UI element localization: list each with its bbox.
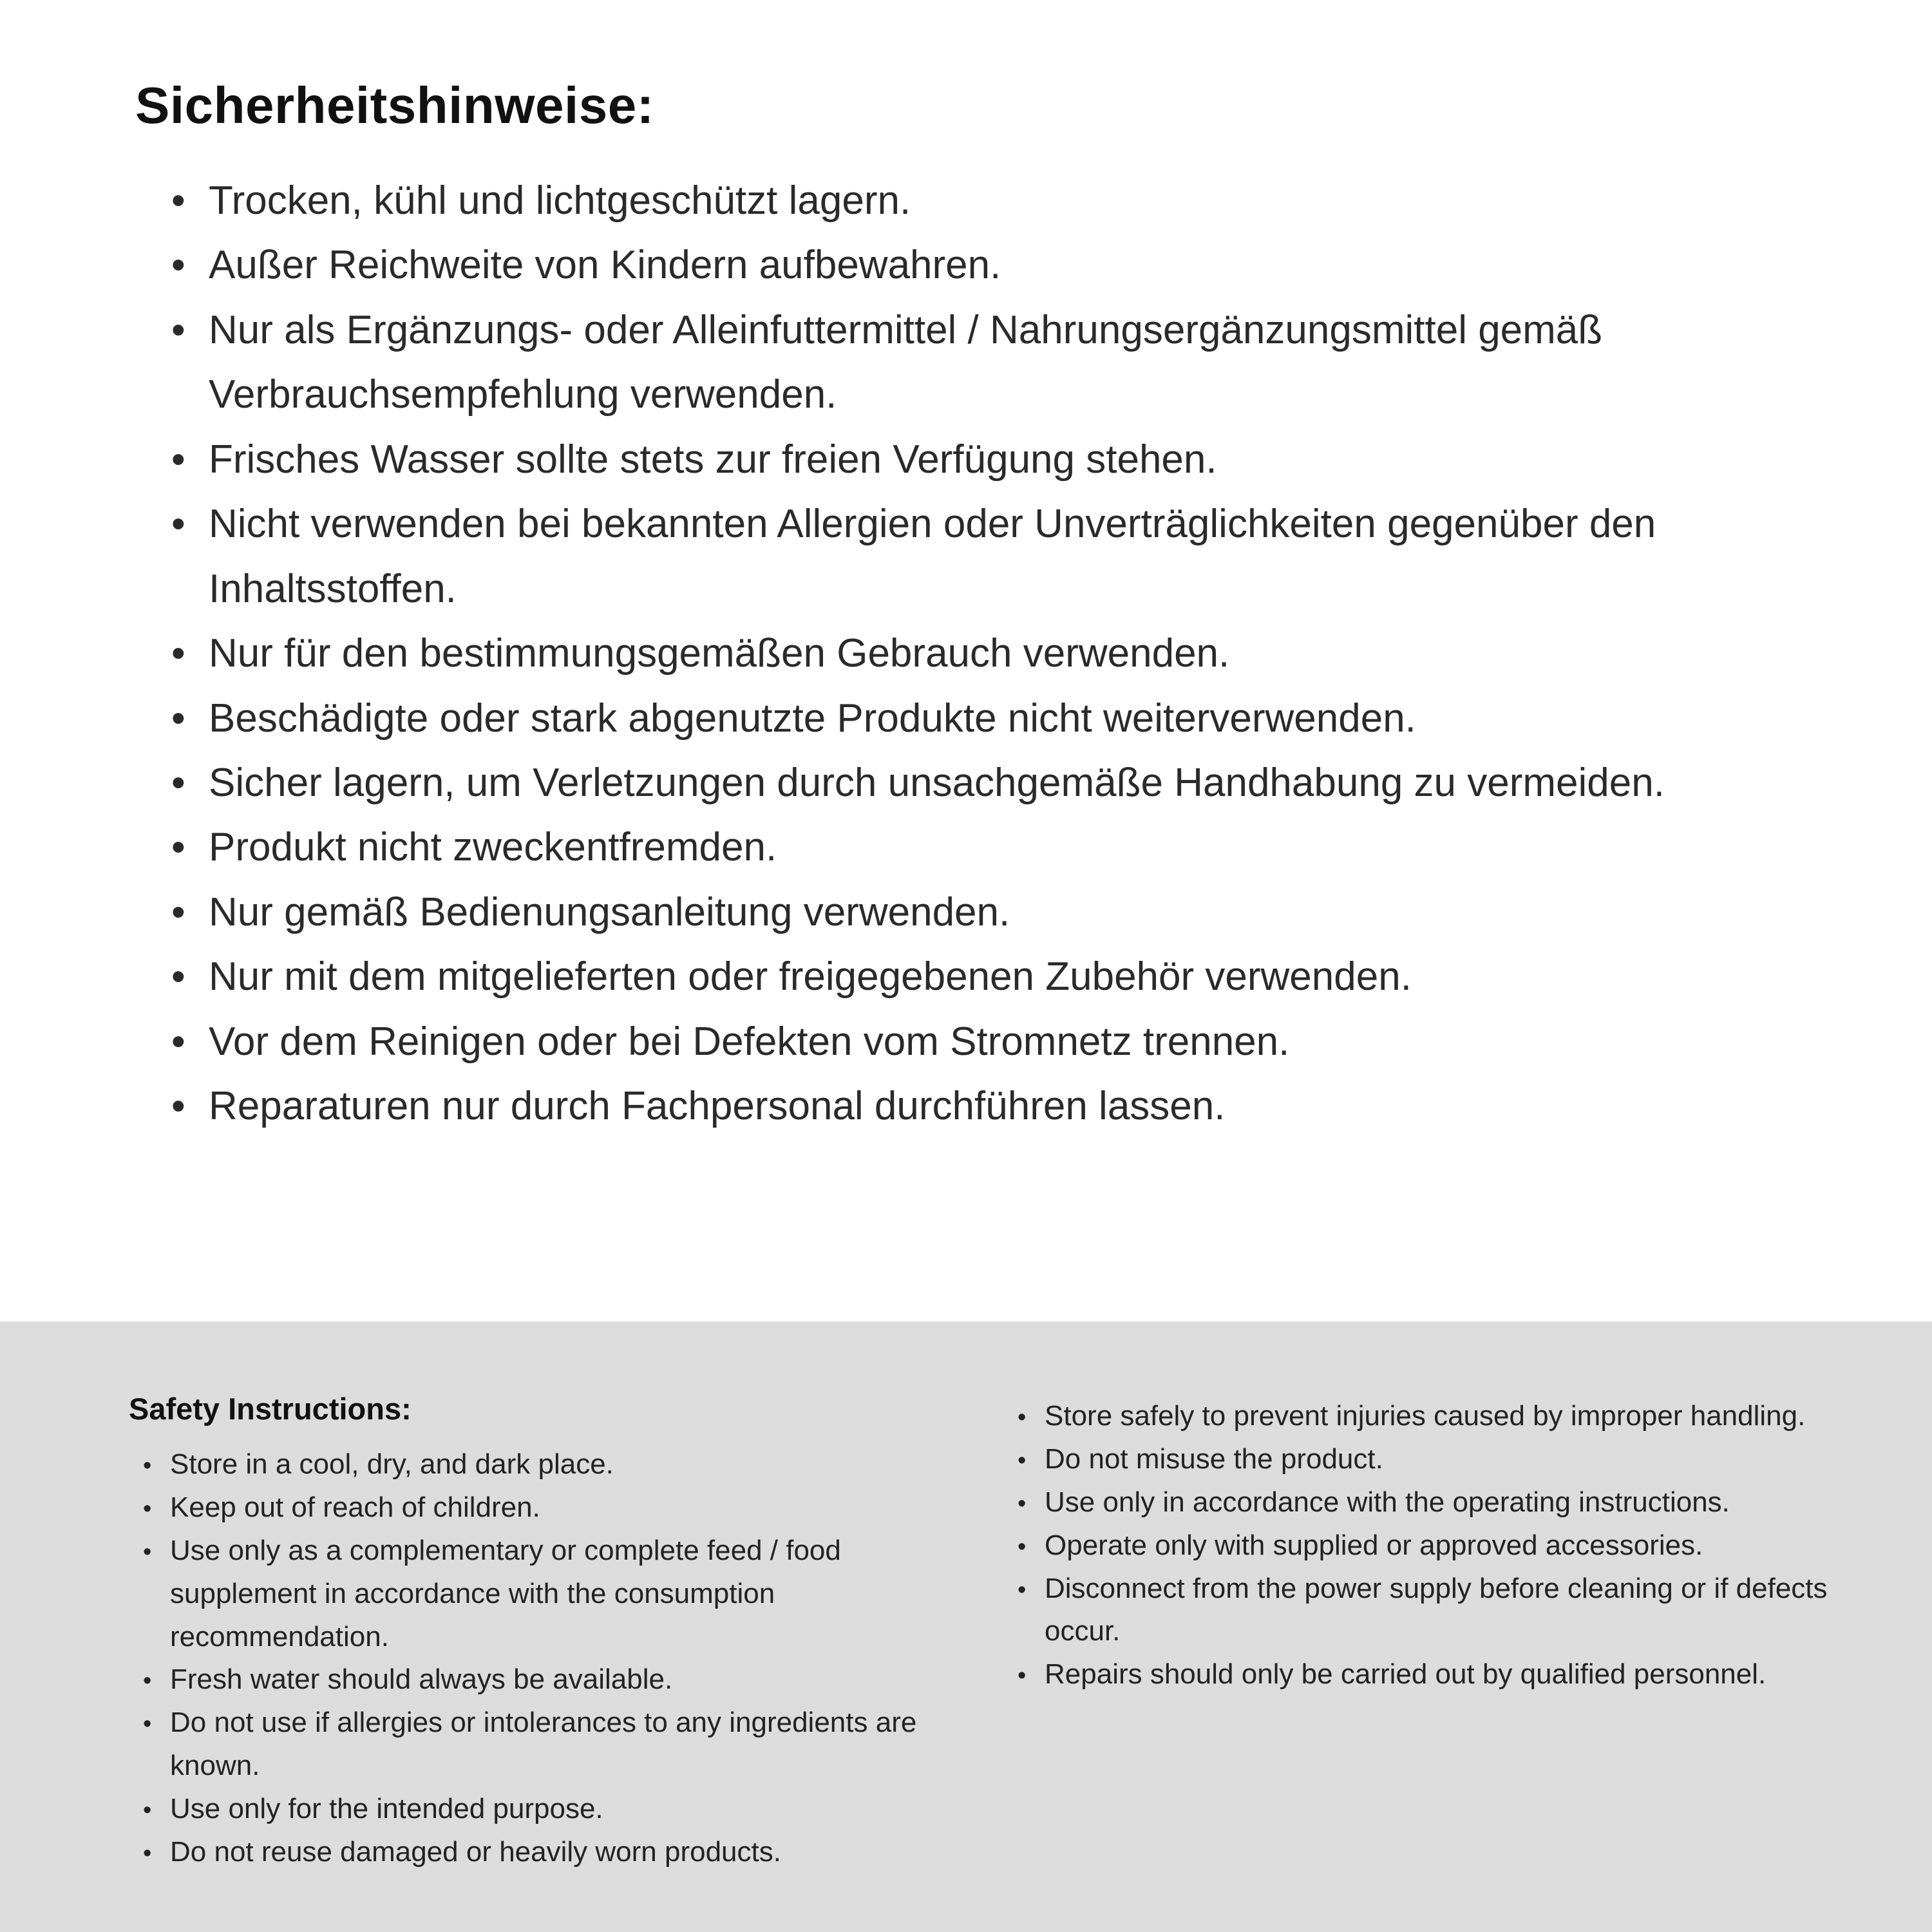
list-item: • Repairs should only be carried out by qualified personnel.: [1018, 1653, 1835, 1696]
list-item: • Nicht verwenden bei bekannten Allergien oder Unverträglichkeiten gegenüber den Inhaltsstoffen.: [171, 492, 1816, 621]
list-item: • Store in a cool, dry, and dark place.: [143, 1443, 947, 1486]
list-item: • Nur für den bestimmungsgemäßen Gebrauch verwenden.: [171, 621, 1816, 686]
list-item: • Use only as a complementary or complete feed / food supplement in accordance with the consumption recommendation.: [143, 1530, 947, 1659]
list-item: • Do not misuse the product.: [1018, 1438, 1835, 1481]
english-left-column: [129, 1391, 947, 1932]
list-item: • Sicher lagern, um Verletzungen durch unsachgemäße Handhabung zu vermeiden.: [171, 751, 1816, 815]
list-item: • Reparaturen nur durch Fachpersonal durchführen lassen.: [171, 1074, 1816, 1139]
list-item: • Beschädigte oder stark abgenutzte Produkte nicht weiterverwenden.: [171, 687, 1816, 751]
english-section-title: Safety Instructions:: [129, 1392, 412, 1426]
list-item: • Keep out of reach of children.: [143, 1486, 947, 1530]
list-item: • Do not use if allergies or intolerances to any ingredients are known.: [143, 1701, 947, 1788]
list-item: • Store safely to prevent injuries caused by improper handling.: [1018, 1395, 1835, 1438]
list-item: • Do not reuse damaged or heavily worn products.: [143, 1831, 947, 1874]
list-item: • Operate only with supplied or approved accessories.: [1018, 1524, 1835, 1567]
list-item: • Trocken, kühl und lichtgeschützt lagern.: [171, 169, 1816, 233]
list-item: • Nur mit dem mitgelieferten oder freigegebenen Zubehör verwenden.: [171, 945, 1816, 1009]
list-item: • Nur gemäß Bedienungsanleitung verwenden.: [171, 880, 1816, 945]
list-item: • Use only in accordance with the operating instructions.: [1018, 1481, 1835, 1524]
english-instructions-list-right: [1018, 1395, 1835, 1696]
german-section-title: Sicherheitshinweise:: [135, 77, 654, 134]
english-section: [0, 1321, 1932, 1932]
english-instructions-list-left: [129, 1443, 947, 1874]
list-item: • Disconnect from the power supply before cleaning or if defects occur.: [1018, 1567, 1835, 1654]
list-item: • Produkt nicht zweckentfremden.: [171, 815, 1816, 880]
list-item: • Vor dem Reinigen oder bei Defekten vom Stromnetz trennen.: [171, 1010, 1816, 1074]
english-right-column: [1018, 1391, 1835, 1932]
list-item: • Fresh water should always be available.: [143, 1658, 947, 1701]
list-item: • Nur als Ergänzungs- oder Alleinfuttermittel / Nahrungsergänzungsmittel gemäß Verbrauchsempfehlung verwenden.: [171, 298, 1816, 428]
list-item: • Außer Reichweite von Kindern aufbewahren.: [171, 233, 1816, 298]
list-item: • Frisches Wasser sollte stets zur freien Verfügung stehen.: [171, 428, 1816, 492]
list-item: • Use only for the intended purpose.: [143, 1788, 947, 1831]
german-instructions-list: [135, 169, 1816, 1139]
